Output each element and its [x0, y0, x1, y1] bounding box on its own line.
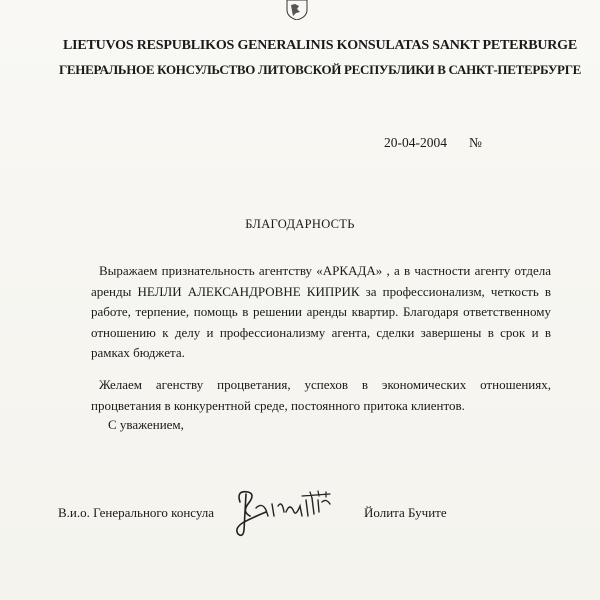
paragraph-gratitude-text: Выражаем признательность агентству «АРКАДА» , а в частности агенту отдела аренды НЕЛЛИ АЛЕКСАНДРОВНЕ КИПРИК за профессионализм, четкость в работе, терпение, помощь в решении аренды квартир. Благодаря ответственному отношению к делу и профессионализму агента, сделки завершены в срок и в рамках бюджета.	[91, 263, 551, 360]
signatory-name: Йолита Бучите	[364, 505, 447, 520]
date-line	[384, 135, 482, 151]
document-date: 20-04-2004	[384, 135, 447, 150]
document-title: БЛАГОДАРНОСТЬ	[245, 217, 355, 231]
coat-of-arms-icon	[284, 0, 310, 20]
header-russian: ГЕНЕРАЛЬНОЕ КОНСУЛЬСТВО ЛИТОВСКОЙ РЕСПУБЛИКИ В САНКТ-ПЕТЕРБУРГЕ	[58, 62, 582, 77]
document-number-label: №	[469, 135, 482, 150]
paragraph-wishes-text: Желаем агенству процветания, успехов в экономических отношениях, процветания в конкурентной среде, постоянного притока клиентов.	[91, 377, 551, 413]
paragraph-gratitude	[91, 261, 551, 364]
paragraph-wishes	[91, 375, 551, 416]
header-lithuanian: LIETUVOS RESPUBLIKOS GENERALINIS KONSULATAS SANKT PETERBURGE	[62, 38, 578, 53]
handwritten-signature	[226, 482, 356, 542]
closing-phrase: С уважением,	[108, 417, 184, 432]
signatory-position: В.и.о. Генерального консула	[58, 505, 215, 520]
